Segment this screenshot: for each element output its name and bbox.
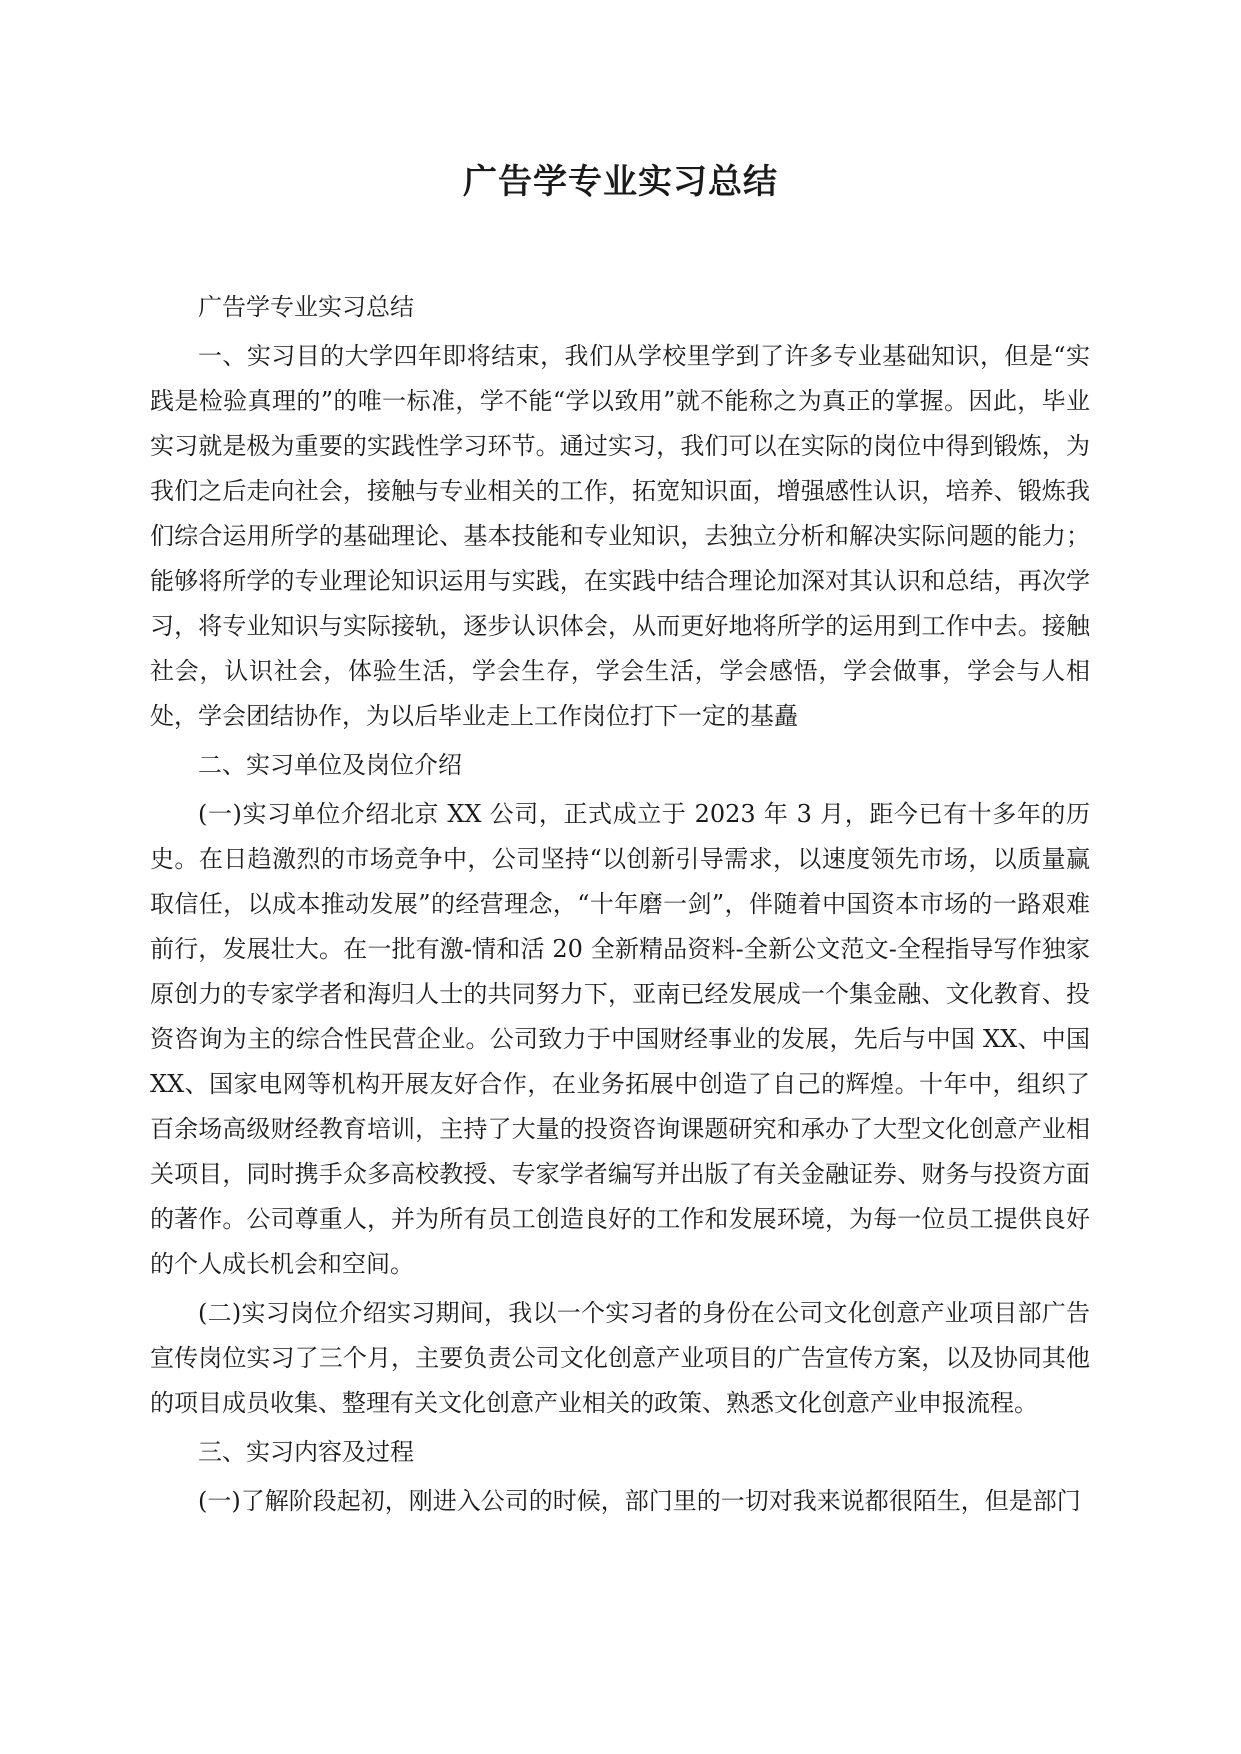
- paragraph-subtitle: 广告学专业实习总结: [198, 293, 414, 321]
- paragraph-understanding-stage: (一)了解阶段起初，刚进入公司的时候，部门里的一切对我来说都很陌生，但是部门: [198, 1487, 1081, 1515]
- paragraph-position-intro: (二)实习岗位介绍实习期间，我以一个实习者的身份在公司文化创意产业项目部广告宣传岗位实习了三个月，主要负责公司文化创意产业项目的广告宣传方案，以及协同其他的项目成员收集、整理有关文化创意产业相关的政策、熟悉文化创意产业申报流程。: [150, 1299, 1090, 1417]
- heading-company-and-position: 二、实习单位及岗位介绍: [198, 751, 462, 779]
- document-body: [150, 285, 1090, 1528]
- heading-internship-content: 三、实习内容及过程: [198, 1438, 414, 1466]
- document-title: 广告学专业实习总结: [463, 162, 778, 202]
- paragraph-internship-purpose: 一、实习目的大学四年即将结束，我们从学校里学到了许多专业基础知识，但是“实践是检验真理的”的唯一标准，学不能“学以致用”就不能称之为真正的掌握。因此，毕业实习就是极为重要的实践性学习环节。通过实习，我们可以在实际的岗位中得到锻炼，为我们之后走向社会，接触与专业相关的工作，拓宽知识面，增强感性认识，培养、锻炼我们综合运用所学的基础理论、基本技能和专业知识，去独立分析和解决实际问题的能力；能够将所学的专业理论知识运用与实践，在实践中结合理论加深对其认识和总结，再次学习，将专业知识与实际接轨，逐步认识体会，从而更好地将所学的运用到工作中去。接触社会，认识社会，体验生活，学会生存，学会生活，学会感悟，学会做事，学会与人相处，学会团结协作，为以后毕业走上工作岗位打下一定的基矗: [150, 342, 1090, 730]
- paragraph-company-intro: (一)实习单位介绍北京 XX 公司，正式成立于 2023 年 3 月，距今已有十多年的历史。在日趋激烈的市场竞争中，公司坚持“以创新引导需求，以速度领先市场，以质量赢取信任，以成本推动发展”的经营理念，“十年磨一剑”，伴随着中国资本市场的一路艰难前行，发展壮大。在一批有激-情和活 20 全新精品资料-全新公文范文-全程指导写作独家原创力的专家学者和海归人士的共同努力下，亚南已经发展成一个集金融、文化教育、投资咨询为主的综合性民营企业。公司致力于中国财经事业的发展，先后与中国 XX、中国 XX、国家电网等机构开展友好合作，在业务拓展中创造了自己的辉煌。十年中，组织了百余场高级财经教育培训，主持了大量的投资咨询课题研究和承办了大型文化创意产业相关项目，同时携手众多高校教授、专家学者编写并出版了有关金融证券、财务与投资方面的著作。公司尊重人，并为所有员工创造良好的工作和发展环境，为每一位员工提供良好的个人成长机会和空间。: [150, 800, 1090, 1278]
